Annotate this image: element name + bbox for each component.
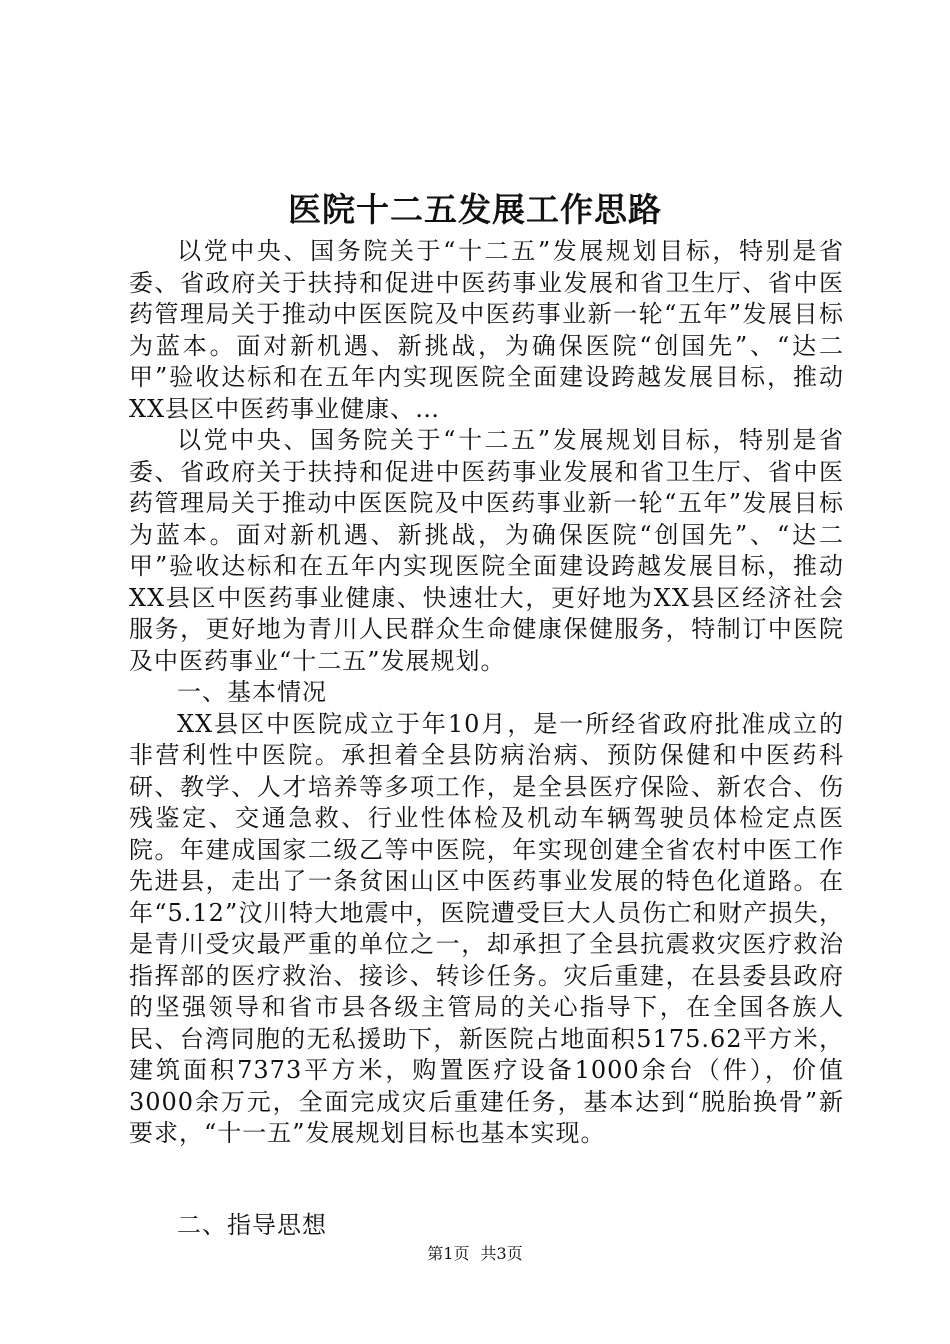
page-footer — [0, 1242, 950, 1266]
document-body — [129, 236, 844, 1241]
section-heading-guiding-ideology: 二、指导思想 — [177, 1210, 327, 1239]
section-gap — [129, 1150, 844, 1210]
document-title: 医院十二五发展工作思路 — [288, 190, 662, 229]
paragraph-summary: 以党中央、国务院关于“十二五”发展规划目标，特别是省委、省政府关于扶持和促进中医药事业发展和省卫生厅、省中医药管理局关于推动中医医院及中医药事业新一轮“五年”发展目标为蓝本。面对新机遇、新挑战，为确保医院“创国先”、“达二甲”验收达标和在五年内实现医院全面建设跨越发展目标，推动XX县区中医药事业健康、… — [129, 237, 844, 423]
section-heading-basic-situation: 一、基本情况 — [177, 678, 327, 706]
paragraph-introduction: 以党中央、国务院关于“十二五”发展规划目标，特别是省委、省政府关于扶持和促进中医药事业发展和省卫生厅、省中医药管理局关于推动中医医院及中医药事业新一轮“五年”发展目标为蓝本。面对新机遇、新挑战，为确保医院“创国先”、“达二甲”验收达标和在五年内实现医院全面建设跨越发展目标，推动XX县区中医药事业健康、快速壮大，更好地为XX县区经济社会服务，更好地为青川人民群众生命健康保健服务，特制订中医院及中医药事业“十二五”发展规划。 — [129, 426, 844, 675]
page-number: 第1页 — [427, 1244, 470, 1263]
page-total: 共3页 — [480, 1244, 523, 1263]
paragraph-basic-situation: XX县区中医院成立于年10月，是一所经省政府批准成立的非营利性中医院。承担着全县防病治病、预防保健和中医药科研、教学、人才培养等多项工作，是全县医疗保险、新农合、伤残鉴定、交通急救、行业性体检及机动车辆驾驶员体检定点医院。年建成国家二级乙等中医院，年实现创建全省农村中医工作先进县，走出了一条贫困山区中医药事业发展的特色化道路。在年“5.12”汶川特大地震中，医院遭受巨大人员伤亡和财产损失，是青川受灾最严重的单位之一，却承担了全县抗震救灾医疗救治指挥部的医疗救治、接诊、转诊任务。灾后重建，在县委县政府的坚强领导和省市县各级主管局的关心指导下，在全国各族人民、台湾同胞的无私援助下，新医院占地面积5175.62平方米，建筑面积7373平方米，购置医疗设备1000余台（件），价值3000余万元，全面完成灾后重建任务，基本达到“脱胎换骨”新要求，“十一五”发展规划目标也基本实现。 — [129, 709, 844, 1147]
